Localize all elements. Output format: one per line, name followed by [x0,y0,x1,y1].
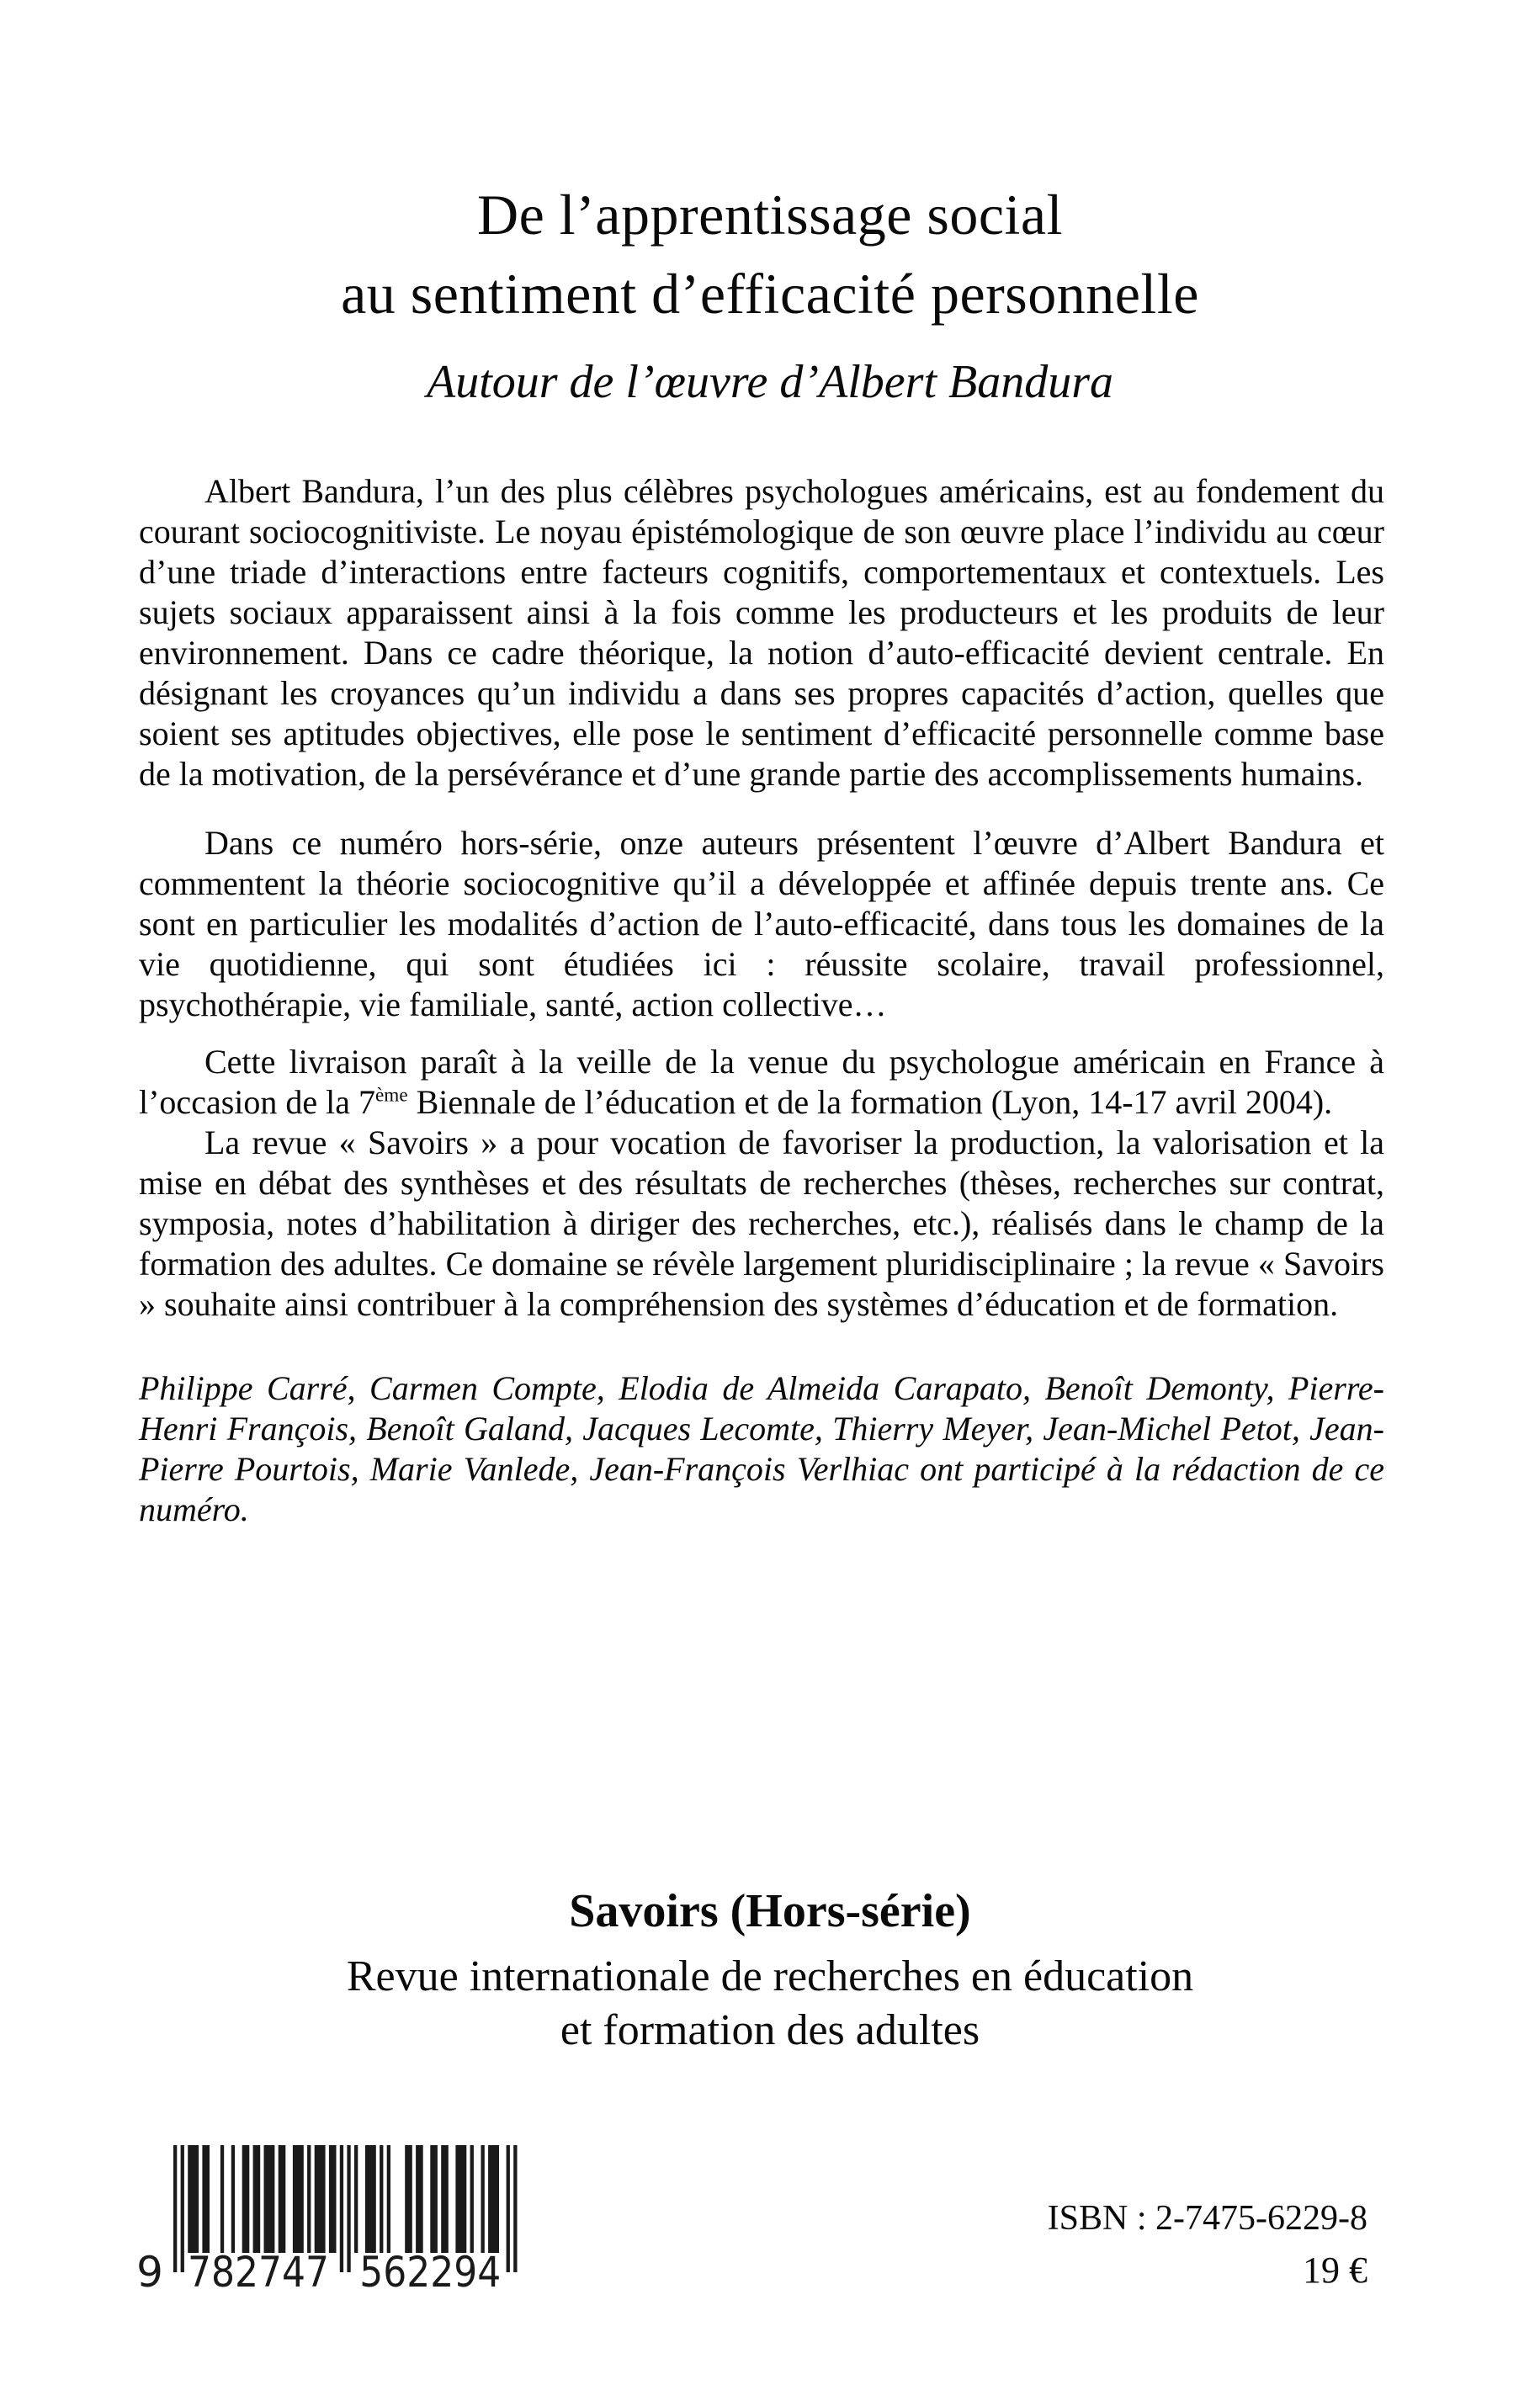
book-title-line2: au sentiment d’efficacité personnelle [341,262,1199,326]
journal-subtitle-line1: Revue internationale de recherches en éducation [346,1952,1194,2000]
paragraph-biennale-pre: Cette livraison paraît à la veille de la venue du psychologue américain en France à l’occasion de la 7 [139,1043,1384,1121]
authors-list: Philippe Carré, Carmen Compte, Elodia de Almeida Carapato, Benoît Demonty, Pierre-Henri François, Benoît Galand, Jacques Lecomte, Thierry Meyer, Jean-Michel Petot, Jean-Pierre Pourtois, Marie Vanlede, Jean-François Verlhiac ont participé à la rédaction de ce numéro. [139,1369,1384,1528]
ordinal-superscript: ème [375,1084,408,1107]
journal-name: Savoirs (Hors-série) [569,1885,971,1937]
book-title [0,175,1540,333]
journal-subtitle-line2: et formation des adultes [560,2006,980,2054]
ean13-barcode-svg [135,2145,530,2292]
title-block [0,175,1540,409]
book-subtitle: Autour de l’œuvre d’Albert Bandura [426,356,1114,408]
isbn-number: ISBN : 2-7475-6229-8 [1047,2199,1367,2238]
paragraph-biennale-post: Biennale de l’éducation et de la formation (Lyon, 14-17 avril 2004). [407,1083,1333,1121]
journal-subtitle [0,1950,1540,2058]
book-title-line1: De l’apprentissage social [476,183,1064,247]
svg-text:562294: 562294 [359,2248,502,2292]
svg-text:782747: 782747 [188,2248,330,2292]
journal-block [0,1881,1540,2058]
ean13-barcode [135,2145,530,2292]
paragraph-biennale [139,1042,1384,1123]
back-cover-text [139,471,1384,1530]
price: 19 € [1303,2250,1367,2291]
paragraph-numero-hors-serie: Dans ce numéro hors-série, onze auteurs présentent l’œuvre d’Albert Bandura et commentent la théorie sociocognitive qu’il a développée et affinée depuis trente ans. Ce sont en particulier les modalités d’action de l’auto-efficacité, dans tous les domaines de la vie quotidienne, qui sont étudiées ici : réussite scolaire, travail professionnel, psychothérapie, vie familiale, santé, action collective… [139,824,1384,1023]
isbn-block [1048,2198,1367,2291]
paragraph-revue-savoirs: La revue « Savoirs » a pour vocation de favoriser la production, la valorisation et la mise en débat des synthèses et des résultats de recherches (thèses, recherches sur contrat, symposia, notes d’habilitation à diriger des recherches, etc.), réalisés dans le champ de la formation des adultes. Ce domaine se révèle largement pluridisciplinaire ; la revue « Savoirs » souhaite ainsi contribuer à la compréhension des systèmes d’éducation et de formation. [139,1123,1384,1323]
paragraph-bandura-intro: Albert Bandura, l’un des plus célèbres psychologues américains, est au fondement du courant sociocognitiviste. Le noyau épistémologique de son œuvre place l’individu au cœur d’une triade d’interactions entre facteurs cognitifs, comportementaux et contextuels. Les sujets sociaux apparaissent ainsi à la fois comme les producteurs et les produits de leur environnement. Dans ce cadre théorique, la notion d’auto-efficacité devient centrale. En désignant les croyances qu’un individu a dans ses propres capacités d’action, quelles que soient ses aptitudes objectives, elle pose le sentiment d’efficacité personnelle comme base de la motivation, de la persévérance et d’une grande partie des accomplissements humains. [139,472,1384,793]
svg-text:9: 9 [136,2248,163,2292]
